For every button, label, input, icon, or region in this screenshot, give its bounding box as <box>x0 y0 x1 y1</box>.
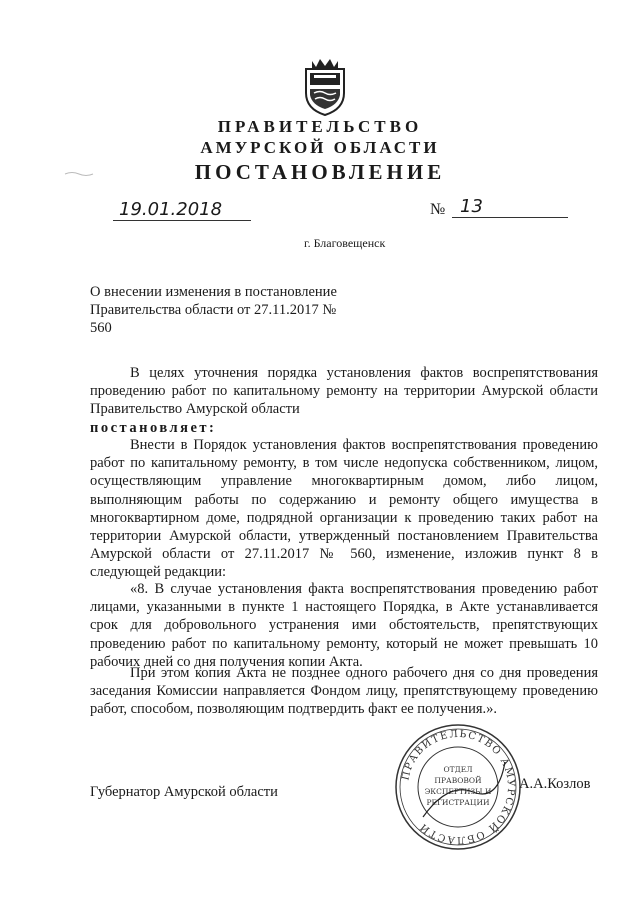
header-government: ПРАВИТЕЛЬСТВО <box>217 117 423 136</box>
svg-text:ПРАВОВОЙ: ПРАВОВОЙ <box>434 776 482 785</box>
document-number: 13 <box>452 196 568 218</box>
signature-position: Губернатор Амурской области <box>90 784 278 800</box>
resolves-label: постановляет: <box>90 420 217 436</box>
intro-paragraph: В целях уточнения порядка установления фактов воспрепятствования проведению работ по капитальному ремонту на территории Амурской области Правительство Амурской области <box>90 365 598 418</box>
number-label: № <box>430 201 446 218</box>
header-region: АМУРСКОЙ ОБЛАСТИ <box>200 138 440 157</box>
svg-text:РЕГИСТРАЦИИ: РЕГИСТРАЦИИ <box>426 798 490 807</box>
paragraph-clause-8: «8. В случае установления факта воспрепятствования проведению работ лицами, указанными в пункте 1 настоящего Порядка, в Акте устанавливается срок для добровольного устранения ими обстоятельств, препятствующих проведению работ по капитальному ремонту, который не может превышать 10 рабочих дней со дня получения копии Акта. <box>90 581 598 670</box>
city-label: г. Благовещенск <box>304 236 386 250</box>
svg-text:ОТДЕЛ: ОТДЕЛ <box>443 765 473 774</box>
paragraph-copy-act: При этом копия Акта не позднее одного рабочего дня со дня проведения заседания Комиссии направляется Фондом лицу, препятствующему проведению работ, способом, позволяющим подтвердить факт ее получения.». <box>90 665 598 718</box>
document-date: 19.01.2018 <box>113 199 251 221</box>
document-subject: О внесении изменения в постановление Правительства области от 27.11.2017 № 560 <box>90 284 337 336</box>
document-type-title: ПОСТАНОВЛЕНИЕ <box>194 160 446 184</box>
coat-of-arms-emblem <box>300 55 350 117</box>
svg-text:ПРАВИТЕЛЬСТВО АМУРСКОЙ ОБЛАСТИ: ПРАВИТЕЛЬСТВО АМУРСКОЙ ОБЛАСТИ <box>400 728 517 846</box>
svg-text:ЭКСПЕРТИЗЫ И: ЭКСПЕРТИЗЫ И <box>424 787 492 796</box>
paragraph-amendment: Внести в Порядок установления фактов воспрепятствования проведению работ по капитальному ремонту, в том числе недопуска собственником, лицом, осуществляющим управление многоквартирным домом, либо лицом, выполняющим работы по содержанию и ремонту общего имущества в многоквартирном доме, подрядной организации к проведению таких работ на территории Амурской области, утвержденный постановлением Правительства Амурской области от 27.11.2017 № 560, изменение, изложив пункт 8 в следующей редакции: <box>90 437 598 581</box>
signature-name: А.А.Козлов <box>519 776 591 792</box>
official-stamp <box>393 722 523 852</box>
